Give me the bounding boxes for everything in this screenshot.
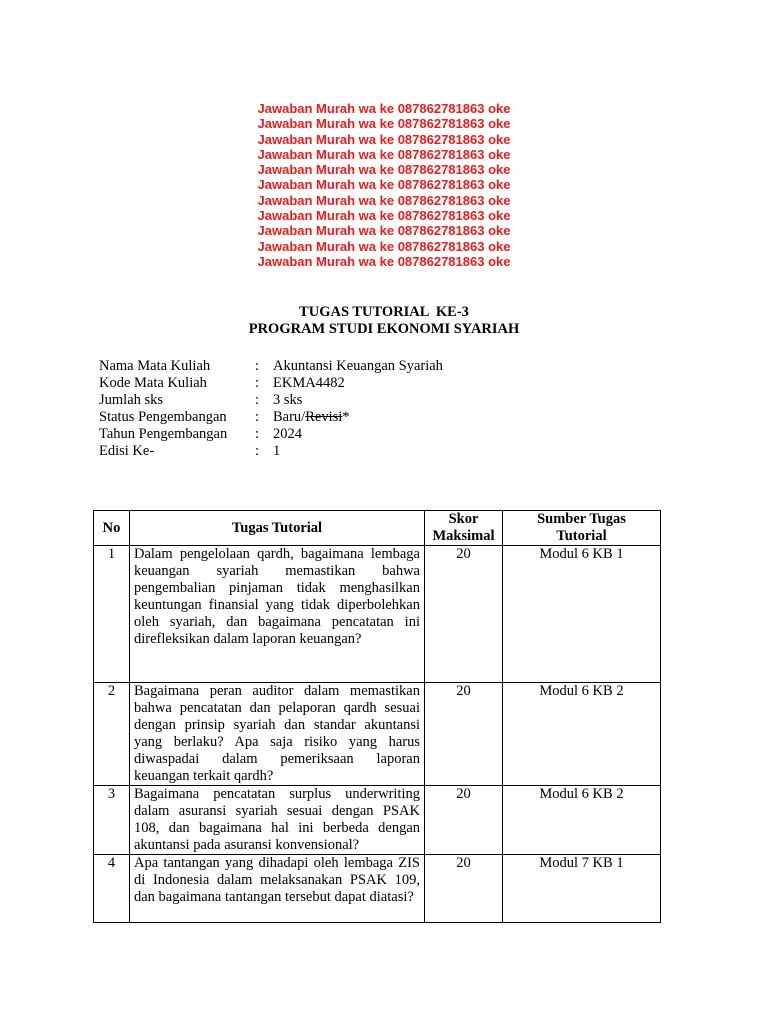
header-tugas: Tugas Tutorial (130, 511, 425, 546)
row-question: Apa tantangan yang dihadapi oleh lembaga ZIS di Indonesia dalam melaksanakan PSAK 109, dan bagaimana tantangan tersebut dapat diatasi? (130, 855, 425, 923)
info-label: Tahun Pengembangan (99, 426, 228, 442)
promo-line: Jawaban Murah wa ke 087862781863 oke (257, 101, 511, 116)
course-info (99, 358, 443, 460)
header-skor-line1: Skor (448, 511, 479, 527)
row-skor: 20 (425, 786, 503, 855)
table-row (94, 855, 661, 923)
info-row-status (99, 409, 443, 426)
promo-line: Jawaban Murah wa ke 087862781863 oke (257, 131, 511, 147)
row-no: 2 (94, 683, 130, 786)
info-separator: : (255, 443, 260, 459)
info-value: 1 (273, 443, 281, 459)
info-value: 2024 (273, 426, 302, 442)
title-line-2: PROGRAM STUDI EKONOMI SYARIAH (248, 321, 520, 337)
document-title (0, 304, 768, 338)
row-question: Dalam pengelolaan qardh, bagaimana lembaga keuangan syariah memastikan bahwa pengembalian pinjaman tidak menghasilkan keuntungan finansial yang tidak diperbolehkan oleh syariah, dan bagaimana pencatatan ini direfleksikan dalam laporan keuangan? (130, 546, 425, 683)
title-line-1: TUGAS TUTORIAL KE-3 (299, 304, 469, 320)
info-row-sks (99, 392, 443, 409)
info-value: Akuntansi Keuangan Syariah (273, 358, 443, 374)
info-separator: : (255, 426, 260, 442)
info-separator: : (255, 375, 260, 391)
info-row-kode (99, 375, 443, 392)
header-sumber-line1: Sumber Tugas (537, 511, 626, 527)
info-value: 3 sks (273, 392, 303, 408)
info-separator: : (255, 409, 260, 425)
promo-text-block (0, 101, 768, 269)
table-header-row (94, 511, 661, 546)
row-question: Bagaimana pencatatan surplus underwriting dalam asuransi syariah sesuai dengan PSAK 108, dan bagaimana hal ini berbeda dengan akuntansi pada asuransi konvensional? (130, 786, 425, 855)
table-row (94, 683, 661, 786)
header-skor-line2: Maksimal (432, 528, 495, 544)
status-baru: Baru/ (273, 409, 306, 425)
status-asterisk: * (342, 409, 350, 425)
status-revisi-struck: Revisi (305, 409, 343, 425)
promo-line: Jawaban Murah wa ke 087862781863 oke (257, 253, 511, 269)
row-sumber: Modul 6 KB 1 (503, 546, 661, 683)
promo-line: Jawaban Murah wa ke 087862781863 oke (257, 177, 511, 193)
info-value (273, 409, 350, 426)
row-no: 4 (94, 855, 130, 923)
info-value: EKMA4482 (273, 375, 345, 391)
header-skor (425, 511, 503, 546)
tutorial-tasks-table (93, 510, 661, 923)
info-label: Nama Mata Kuliah (99, 358, 211, 374)
info-label: Edisi Ke- (99, 443, 155, 459)
promo-line: Jawaban Murah wa ke 087862781863 oke (257, 192, 511, 208)
info-row-nama (99, 358, 443, 375)
promo-line: Jawaban Murah wa ke 087862781863 oke (257, 116, 511, 132)
row-skor: 20 (425, 683, 503, 786)
row-sumber: Modul 6 KB 2 (503, 786, 661, 855)
promo-line: Jawaban Murah wa ke 087862781863 oke (257, 238, 511, 254)
info-separator: : (255, 358, 260, 374)
row-skor: 20 (425, 546, 503, 683)
info-label: Status Pengembangan (99, 409, 227, 425)
row-sumber: Modul 6 KB 2 (503, 683, 661, 786)
promo-line: Jawaban Murah wa ke 087862781863 oke (257, 162, 511, 178)
header-sumber-line2: Tutorial (556, 528, 607, 544)
row-no: 1 (94, 546, 130, 683)
info-row-edisi (99, 443, 443, 460)
row-question: Bagaimana peran auditor dalam memastikan bahwa pencatatan dan pelaporan qardh sesuai dengan prinsip syariah dan standar akuntansi yang berlaku? Apa saja risiko yang harus diwaspadai dalam pemeriksaan laporan keuangan terkait qardh? (130, 683, 425, 786)
info-label: Jumlah sks (99, 392, 164, 408)
row-skor: 20 (425, 855, 503, 923)
header-sumber (503, 511, 661, 546)
table-row (94, 786, 661, 855)
table-row (94, 546, 661, 683)
row-no: 3 (94, 786, 130, 855)
promo-line: Jawaban Murah wa ke 087862781863 oke (257, 208, 511, 224)
promo-line: Jawaban Murah wa ke 087862781863 oke (257, 223, 511, 239)
info-row-tahun (99, 426, 443, 443)
info-separator: : (255, 392, 260, 408)
promo-line: Jawaban Murah wa ke 087862781863 oke (257, 146, 511, 162)
header-no: No (94, 511, 130, 546)
row-sumber: Modul 7 KB 1 (503, 855, 661, 923)
info-label: Kode Mata Kuliah (99, 375, 207, 391)
